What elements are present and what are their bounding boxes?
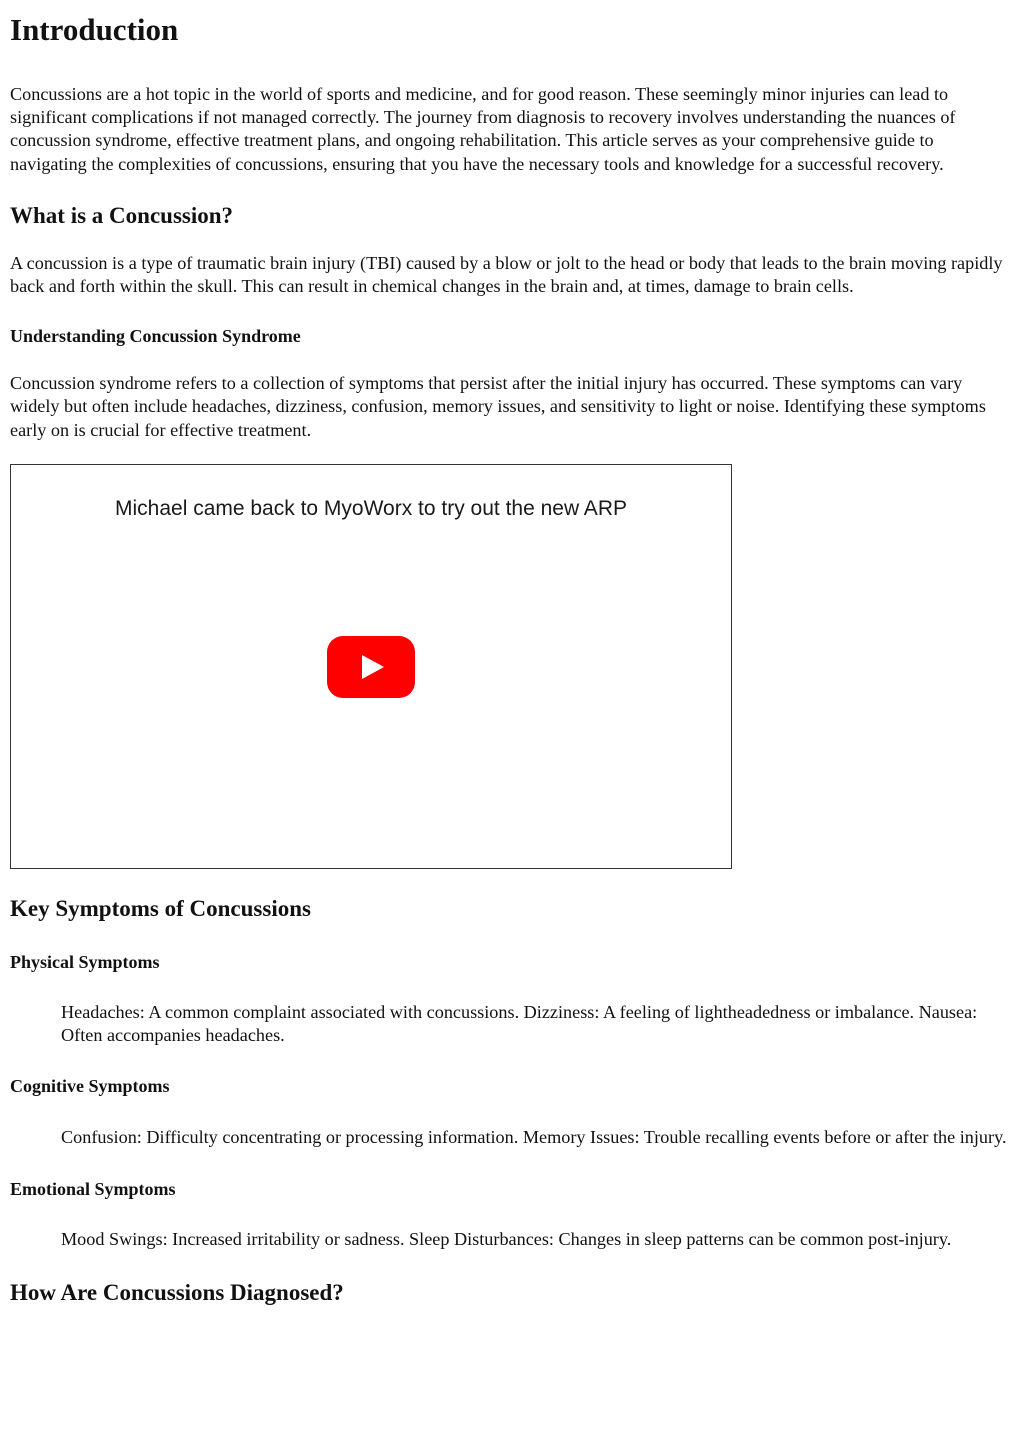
heading-introduction: Introduction [10,12,179,47]
heading-key-symptoms: Key Symptoms of Concussions [10,895,311,921]
cognitive-symptoms-list: Confusion: Difficulty concentrating or processing information. Memory Issues: Trouble recalling events before or after the injury. [61,1127,1007,1148]
paragraph-intro: Concussions are a hot topic in the world of sports and medicine, and for good reason. These seemingly minor injuries can lead to significant complications if not managed correctly. The journey from diagnosis to recovery involves understanding the nuances of concussion syndrome, effective treatment plans, and ongoing rehabilitation. This article serves as your comprehensive guide to navigating the complexities of concussions, ensuring that you have the necessary tools and knowledge for a successful recovery. [10,84,956,174]
heading-what-is-concussion: What is a Concussion? [10,202,234,228]
heading-cognitive-symptoms: Cognitive Symptoms [10,1076,170,1097]
heading-understanding-syndrome: Understanding Concussion Syndrome [10,326,301,347]
video-title[interactable]: Michael came back to MyoWorx to try out the new ARP [115,496,627,520]
heading-emotional-symptoms: Emotional Symptoms [10,1179,176,1200]
paragraph-understanding-syndrome: Concussion syndrome refers to a collection of symptoms that persist after the initial injury has occurred. These symptoms can vary widely but often include headaches, dizziness, confusion, memory issues, and sensitivity to light or noise. Identifying these symptoms early on is crucial for effective treatment. [10,373,986,440]
heading-how-diagnosed: How Are Concussions Diagnosed? [10,1279,344,1305]
emotional-symptoms-list: Mood Swings: Increased irritability or sadness. Sleep Disturbances: Changes in sleep patterns can be common post-injury. [61,1229,952,1250]
video-embed[interactable] [10,464,732,869]
physical-symptoms-list: Headaches: A common complaint associated with concussions. Dizziness: A feeling of lightheadedness or imbalance. Nausea: Often accompanies headaches. [61,1001,978,1046]
heading-physical-symptoms: Physical Symptoms [10,951,160,972]
youtube-play-icon[interactable] [327,636,415,698]
play-triangle-icon [327,636,415,698]
paragraph-what-is-concussion: A concussion is a type of traumatic brain injury (TBI) caused by a blow or jolt to the head or body that leads to the brain moving rapidly back and forth within the skull. This can result in chemical changes in the brain and, at times, damage to brain cells. [10,252,1003,297]
